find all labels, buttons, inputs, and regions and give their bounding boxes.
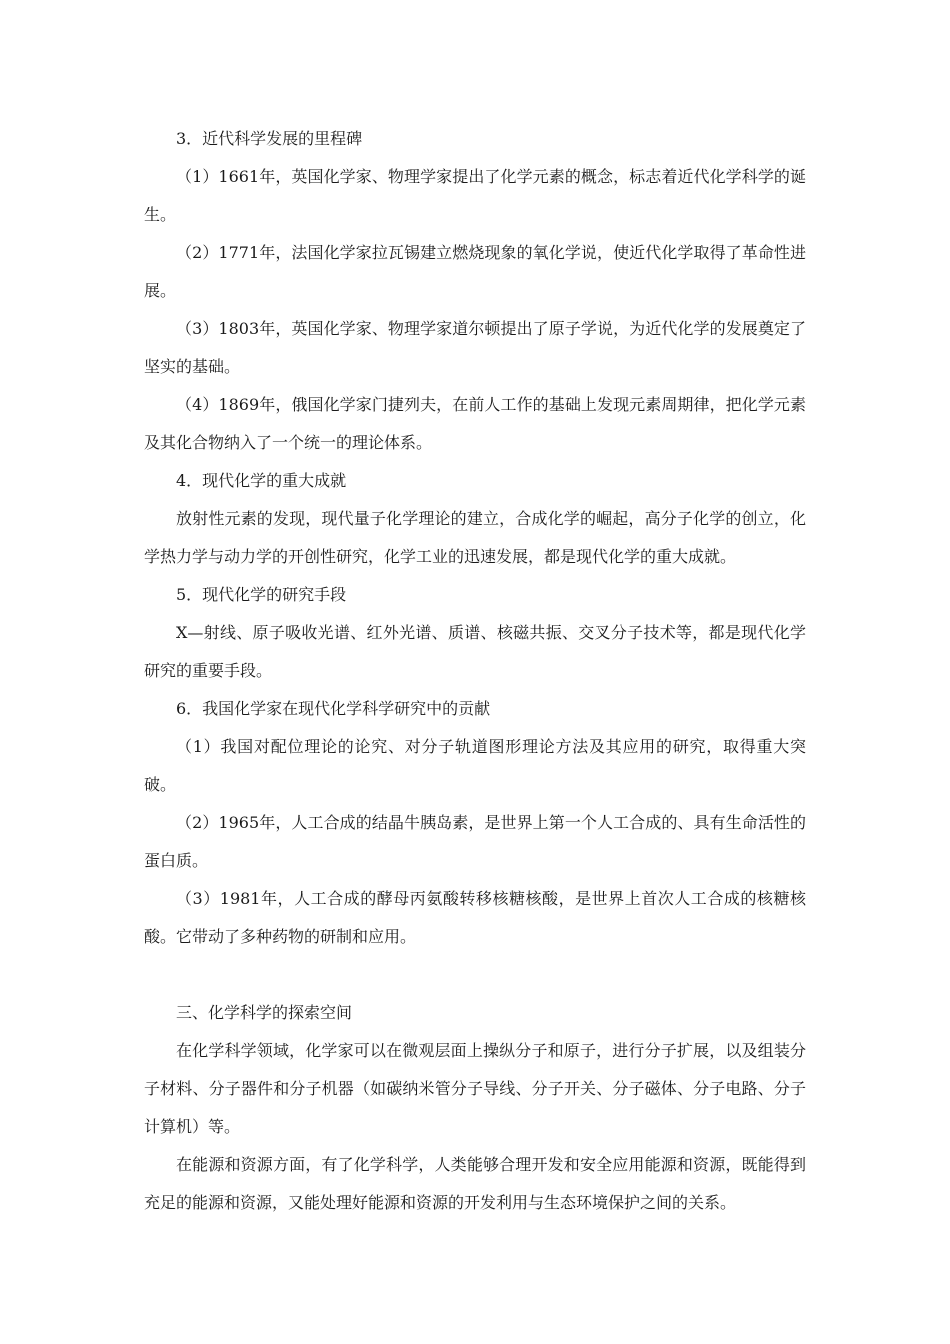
contribution-3: （3）1981年，人工合成的酵母丙氨酸转移核糖核酸，是世界上首次人工合成的核糖核酸。它带动了多种药物的研制和应用。 xyxy=(144,889,806,946)
section-heading-4: 4．现代化学的重大成就 xyxy=(176,471,347,490)
exploration-paragraph-1: 在化学科学领域，化学家可以在微观层面上操纵分子和原子，进行分子扩展，以及组装分子材料、分子器件和分子机器（如碳纳米管分子导线、分子开关、分子磁体、分子电路、分子计算机）等。 xyxy=(144,1041,806,1136)
research-methods-paragraph: X—射线、原子吸收光谱、红外光谱、质谱、核磁共振、交叉分子技术等，都是现代化学研究的重要手段。 xyxy=(144,623,806,680)
milestone-1869: （4）1869年，俄国化学家门捷列夫，在前人工作的基础上发现元素周期律，把化学元素及其化合物纳入了一个统一的理论体系。 xyxy=(144,395,806,452)
modern-achievements-paragraph: 放射性元素的发现，现代量子化学理论的建立，合成化学的崛起，高分子化学的创立，化学热力学与动力学的开创性研究，化学工业的迅速发展，都是现代化学的重大成就。 xyxy=(144,509,806,566)
milestone-1803: （3）1803年，英国化学家、物理学家道尔顿提出了原子学说，为近代化学的发展奠定了坚实的基础。 xyxy=(144,319,806,376)
document-page xyxy=(144,120,806,1222)
contribution-2: （2）1965年，人工合成的结晶牛胰岛素，是世界上第一个人工合成的、具有生命活性的蛋白质。 xyxy=(144,813,806,870)
section-heading-5: 5．现代化学的研究手段 xyxy=(176,585,347,604)
exploration-paragraph-2: 在能源和资源方面，有了化学科学，人类能够合理开发和安全应用能源和资源，既能得到充足的能源和资源，又能处理好能源和资源的开发利用与生态环境保护之间的关系。 xyxy=(144,1155,806,1212)
section-heading-3: 3．近代科学发展的里程碑 xyxy=(176,129,363,148)
milestone-1771: （2）1771年，法国化学家拉瓦锡建立燃烧现象的氧化学说，使近代化学取得了革命性进展。 xyxy=(144,243,806,300)
section-spacer xyxy=(144,956,806,994)
section-heading-6: 6．我国化学家在现代化学科学研究中的贡献 xyxy=(176,699,491,718)
milestone-1661: （1）1661年，英国化学家、物理学家提出了化学元素的概念，标志着近代化学科学的诞生。 xyxy=(144,167,806,224)
contribution-1: （1）我国对配位理论的论究、对分子轨道图形理论方法及其应用的研究，取得重大突破。 xyxy=(144,737,806,794)
section-heading-exploration: 三、化学科学的探索空间 xyxy=(176,1003,353,1022)
